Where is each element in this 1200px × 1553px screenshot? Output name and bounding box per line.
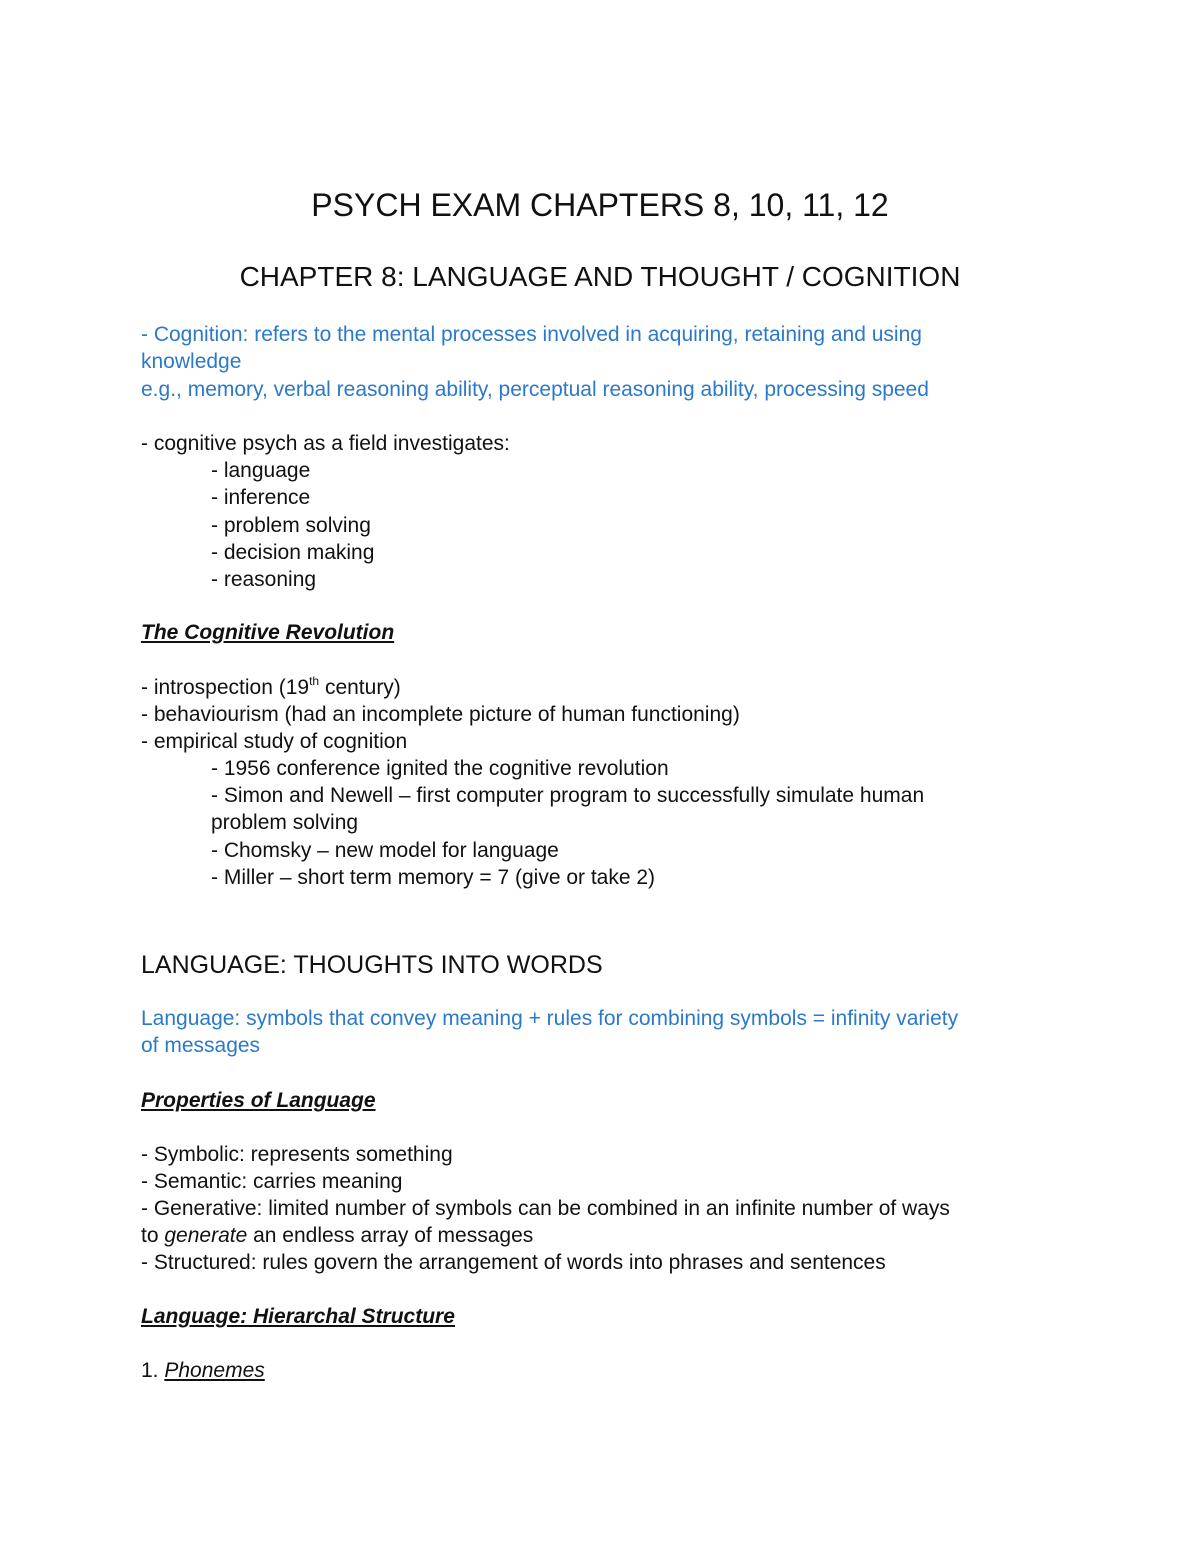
section-heading-cognitive-revolution: The Cognitive Revolution bbox=[141, 621, 395, 644]
property-generative: - Generative: limited number of symbols can be combined in an infinite number of ways bbox=[141, 1197, 950, 1220]
field-item: - reasoning bbox=[211, 568, 317, 591]
section-heading-hierarchy: Language: Hierarchal Structure bbox=[141, 1305, 455, 1328]
field-intro: - cognitive psych as a field investigates: bbox=[141, 432, 510, 455]
property-symbolic: - Symbolic: represents something bbox=[141, 1143, 453, 1166]
cognition-examples: e.g., memory, verbal reasoning ability, perceptual reasoning ability, processing speed bbox=[141, 378, 929, 401]
behaviourism-line: - behaviourism (had an incomplete picture of human functioning) bbox=[141, 703, 740, 726]
section-heading-language: LANGUAGE: THOUGHTS INTO WORDS bbox=[141, 951, 603, 979]
field-item: - language bbox=[211, 459, 311, 482]
cognition-definition-line-2: knowledge bbox=[141, 350, 242, 373]
property-structured: - Structured: rules govern the arrangement of words into phrases and sentences bbox=[141, 1251, 886, 1274]
revolution-sub-item: - Simon and Newell – first computer program to successfully simulate human bbox=[211, 784, 925, 807]
property-semantic: - Semantic: carries meaning bbox=[141, 1170, 403, 1193]
cognition-definition-line-1: - Cognition: refers to the mental processes involved in acquiring, retaining and using bbox=[141, 323, 922, 346]
revolution-sub-item-continued: problem solving bbox=[211, 811, 359, 834]
document-title: PSYCH EXAM CHAPTERS 8, 10, 11, 12 bbox=[311, 187, 889, 223]
field-item: - inference bbox=[211, 486, 311, 509]
empirical-line: - empirical study of cognition bbox=[141, 730, 408, 753]
property-generative-continued: to generate an endless array of messages bbox=[141, 1224, 534, 1247]
language-definition-line-2: of messages bbox=[141, 1034, 261, 1057]
revolution-sub-item: - Chomsky – new model for language bbox=[211, 839, 559, 862]
chapter-heading: CHAPTER 8: LANGUAGE AND THOUGHT / COGNITION bbox=[239, 261, 961, 292]
revolution-sub-item: - Miller – short term memory = 7 (give or take 2) bbox=[211, 866, 656, 889]
revolution-sub-item: - 1956 conference ignited the cognitive revolution bbox=[211, 757, 669, 780]
hierarchy-item-phonemes: 1. Phonemes bbox=[141, 1359, 265, 1382]
language-definition-line-1: Language: symbols that convey meaning + rules for combining symbols = infinity variety bbox=[141, 1007, 959, 1030]
field-item: - decision making bbox=[211, 541, 375, 564]
section-heading-properties: Properties of Language bbox=[141, 1089, 376, 1112]
introspection-line: - introspection (19th century) bbox=[141, 674, 401, 699]
field-item: - problem solving bbox=[211, 514, 371, 537]
